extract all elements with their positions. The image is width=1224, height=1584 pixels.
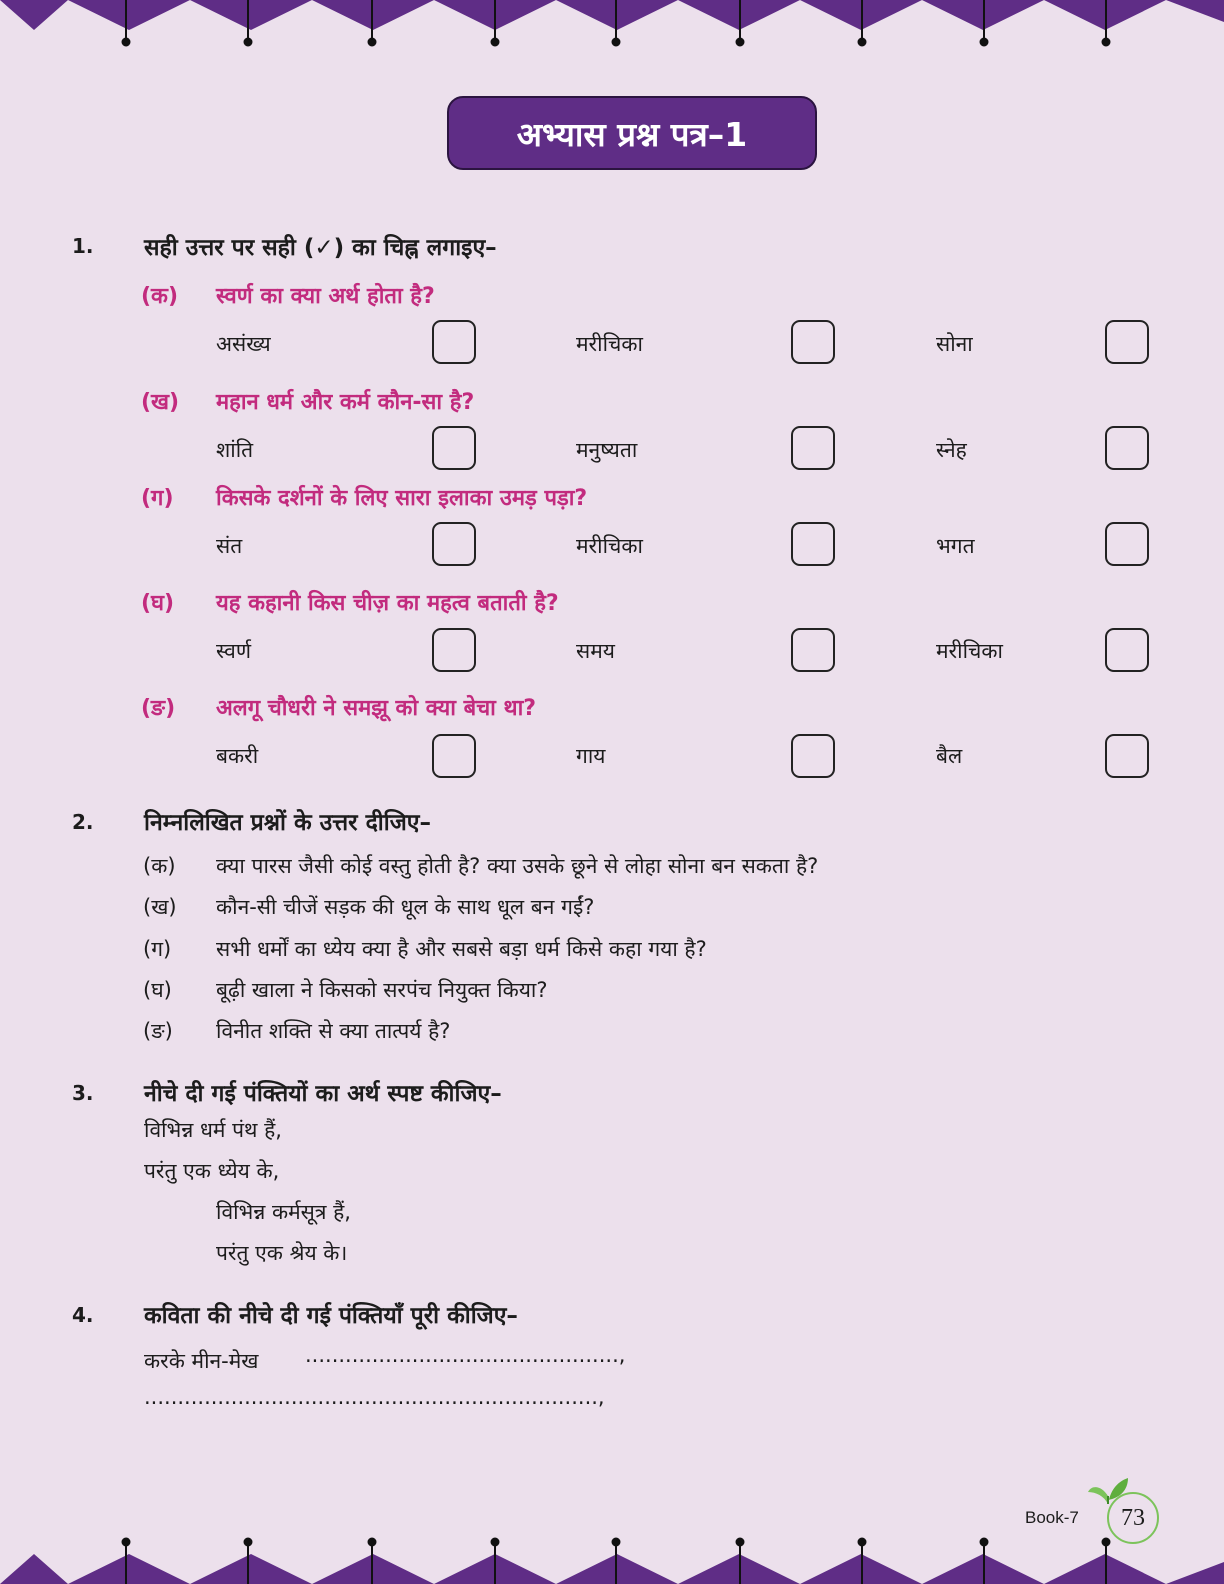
option-label: मरीचिका	[576, 332, 643, 356]
answer-checkbox[interactable]	[1105, 734, 1149, 778]
q2-item-text: सभी धर्मों का ध्येय क्या है और सबसे बड़ा धर्म किसे कहा गया है?	[216, 937, 707, 961]
q2-item-mark: (घ)	[143, 978, 172, 1002]
q2-item-text: विनीत शक्ति से क्या तात्पर्य है?	[216, 1019, 451, 1043]
answer-checkbox[interactable]	[791, 734, 835, 778]
q1-item-mark: (क)	[141, 284, 179, 309]
option-label: बैल	[936, 744, 963, 768]
option-label: समय	[576, 639, 615, 663]
q4-number: 4.	[72, 1303, 94, 1327]
answer-checkbox[interactable]	[432, 734, 476, 778]
q1-item-question: किसके दर्शनों के लिए सारा इलाका उमड़ पड़ा?	[216, 486, 588, 511]
q2-item-mark: (ग)	[143, 937, 172, 961]
q2-item-text: बूढ़ी खाला ने किसको सरपंच नियुक्त किया?	[216, 978, 548, 1002]
answer-checkbox[interactable]	[432, 522, 476, 566]
answer-checkbox[interactable]	[1105, 522, 1149, 566]
book-label: Book-7	[1025, 1508, 1079, 1527]
option-label: भगत	[936, 534, 975, 558]
option-label: बकरी	[216, 744, 259, 768]
q1-item-question: यह कहानी किस चीज़ का महत्व बताती है?	[216, 591, 559, 616]
top-border-decoration	[0, 0, 1224, 50]
option-label: सोना	[936, 332, 973, 356]
poem-line: विभिन्न धर्म पंथ हैं,	[144, 1118, 282, 1142]
bottom-border-decoration	[0, 1534, 1224, 1584]
option-label: शांति	[216, 438, 254, 462]
answer-checkbox[interactable]	[1105, 628, 1149, 672]
q2-heading: निम्नलिखित प्रश्नों के उत्तर दीजिए–	[144, 810, 431, 836]
q1-item-question: स्वर्ण का क्या अर्थ होता है?	[216, 284, 435, 309]
option-label: गाय	[576, 744, 606, 768]
option-label: मरीचिका	[936, 639, 1003, 663]
q2-item-mark: (ख)	[143, 895, 177, 919]
q1-item-mark: (घ)	[141, 591, 175, 616]
answer-checkbox[interactable]	[791, 320, 835, 364]
answer-checkbox[interactable]	[432, 320, 476, 364]
q1-number: 1.	[72, 234, 94, 258]
option-label: संत	[216, 534, 243, 558]
q1-heading: सही उत्तर पर सही (✓) का चिह्न लगाइए–	[144, 235, 497, 261]
answer-checkbox[interactable]	[791, 426, 835, 470]
page-title: अभ्यास प्रश्न पत्र–1	[447, 96, 817, 170]
q1-item-question: महान धर्म और कर्म कौन-सा है?	[216, 390, 475, 415]
answer-checkbox[interactable]	[791, 522, 835, 566]
answer-checkbox[interactable]	[1105, 426, 1149, 470]
page-number: 73	[1107, 1492, 1159, 1544]
q1-item-question: अलगू चौधरी ने समझू को क्या बेचा था?	[216, 696, 537, 721]
poem-line: परंतु एक श्रेय के।	[216, 1241, 348, 1265]
q2-item-text: क्या पारस जैसी कोई वस्तु होती है? क्या उसके छूने से लोहा सोना बन सकता है?	[216, 854, 819, 878]
answer-checkbox[interactable]	[432, 426, 476, 470]
answer-checkbox[interactable]	[1105, 320, 1149, 364]
q2-number: 2.	[72, 810, 94, 834]
option-label: स्नेह	[936, 438, 967, 462]
fill-blank-line[interactable]: ....................................................................,	[144, 1385, 605, 1409]
option-label: मनुष्यता	[576, 438, 638, 462]
q1-item-mark: (ङ)	[141, 696, 176, 721]
option-label: असंख्य	[216, 332, 271, 356]
poem-line: विभिन्न कर्मसूत्र हैं,	[216, 1200, 351, 1224]
poem-line: परंतु एक ध्येय के,	[144, 1159, 280, 1183]
q3-heading: नीचे दी गई पंक्तियों का अर्थ स्पष्ट कीजिए–	[144, 1081, 502, 1107]
q2-item-mark: (ङ)	[143, 1019, 173, 1043]
answer-checkbox[interactable]	[791, 628, 835, 672]
q3-number: 3.	[72, 1081, 94, 1105]
q1-item-mark: (ग)	[141, 486, 174, 511]
q1-item-mark: (ख)	[141, 390, 180, 415]
q2-item-mark: (क)	[143, 854, 176, 878]
fill-blank-line[interactable]: ...............................................,	[305, 1343, 626, 1367]
answer-checkbox[interactable]	[432, 628, 476, 672]
q2-item-text: कौन-सी चीजें सड़क की धूल के साथ धूल बन गईं?	[216, 895, 595, 919]
option-label: स्वर्ण	[216, 639, 252, 663]
option-label: मरीचिका	[576, 534, 643, 558]
completion-line-prefix: करके मीन-मेख	[144, 1349, 259, 1373]
q4-heading: कविता की नीचे दी गई पंक्तियाँ पूरी कीजिए–	[144, 1303, 518, 1329]
